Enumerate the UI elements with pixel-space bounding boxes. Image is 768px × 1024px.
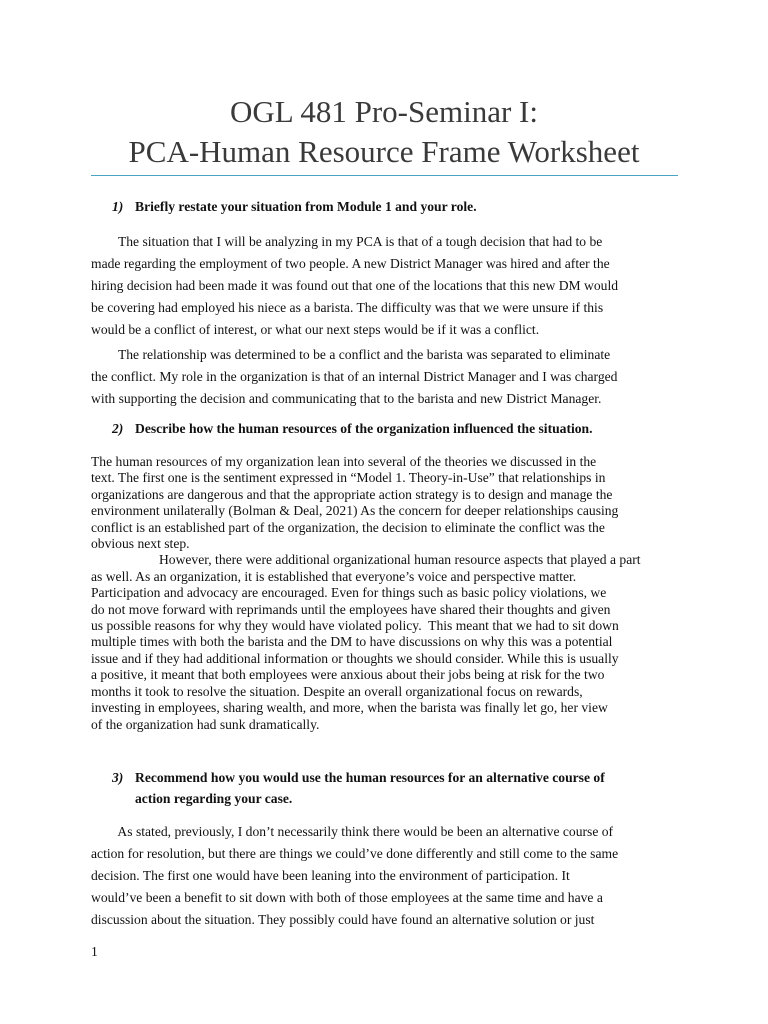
- question-2: [112, 418, 593, 439]
- question-1-number: 1): [112, 199, 124, 214]
- paragraph-line: Participation and advocacy are encouraged. Even for things such as basic policy violations, we: [91, 585, 607, 601]
- paragraph-line: organizations are dangerous and that the appropriate action strategy is to design and manage the: [91, 486, 613, 502]
- paragraph-line: months it took to resolve the situation. Despite an overall organizational focus on rewards,: [91, 683, 583, 699]
- paragraph-line: The situation that I will be analyzing in my PCA is that of a tough decision that had to be: [91, 234, 603, 249]
- paragraph-line: The human resources of my organization lean into several of the theories we discussed in the: [91, 454, 597, 469]
- question-1-text: Briefly restate your situation from Module 1 and your role.: [135, 199, 477, 214]
- paragraph-line: obvious next step.: [91, 536, 190, 552]
- paragraph-line: as well. As an organization, it is established that everyone’s voice and perspective matter.: [91, 568, 577, 584]
- paragraph-line: made regarding the employment of two people. A new District Manager was hired and after the: [91, 256, 610, 271]
- paragraph-line: However, there were additional organizational human resource aspects that played a part: [91, 552, 641, 568]
- title-line-2: PCA-Human Resource Frame Worksheet: [128, 134, 640, 169]
- question-3: [112, 767, 605, 809]
- question-1: [112, 196, 477, 217]
- paragraph-line: text. The first one is the sentiment expressed in “Model 1. Theory-in-Use” that relationships in: [91, 470, 606, 486]
- paragraph-line: of the organization had sunk dramatically.: [91, 716, 320, 732]
- page-number: 1: [91, 944, 98, 959]
- paragraph-line: a positive, it meant that both employees were anxious about their jobs being at risk for the two: [91, 667, 605, 683]
- paragraph-line: us possible reasons for why they would have violated policy. This meant that we had to sit down: [91, 618, 619, 634]
- document-title: [0, 92, 768, 172]
- paragraph-line: hiring decision had been made it was found out that one of the locations that this new DM would: [91, 278, 619, 293]
- question-2-text: Describe how the human resources of the organization influenced the situation.: [135, 421, 593, 436]
- paragraph-line: The relationship was determined to be a conflict and the barista was separated to eliminate: [91, 347, 611, 362]
- paragraph-line: would’ve been a benefit to sit down with both of those employees at the same time and have a: [91, 890, 603, 905]
- paragraph-line: conflict is an established part of the organization, the decision to eliminate the conflict was the: [91, 519, 605, 535]
- answer-1-paragraph-2: [91, 344, 681, 410]
- paragraph-line: action for resolution, but there are things we could’ve done differently and still come to the same: [91, 846, 619, 861]
- title-underline-rule: [91, 175, 678, 176]
- answer-1-paragraph-1: [91, 231, 681, 341]
- paragraph-line: with supporting the decision and communicating that to the barista and new District Manager.: [91, 391, 602, 406]
- answer-2-paragraph: [91, 454, 681, 733]
- paragraph-line: As stated, previously, I don’t necessarily think there would be been an alternative course of: [91, 824, 614, 839]
- paragraph-line: issue and if they had additional information or thoughts we should consider. While this is usually: [91, 650, 619, 666]
- paragraph-line: environment unilaterally (Bolman & Deal, 2021) As the concern for deeper relationships causing: [91, 503, 619, 519]
- paragraph-line: discussion about the situation. They possibly could have found an alternative solution or just: [91, 912, 595, 927]
- paragraph-line: decision. The first one would have been leaning into the environment of participation. It: [91, 868, 570, 883]
- question-3-number: 3): [112, 770, 124, 785]
- paragraph-line: be covering had employed his niece as a barista. The difficulty was that we were unsure if this: [91, 300, 604, 315]
- title-line-1: OGL 481 Pro-Seminar I:: [230, 94, 538, 129]
- question-3-text-line-1: Recommend how you would use the human resources for an alternative course of: [135, 770, 605, 785]
- question-3-text-line-2: action regarding your case.: [135, 791, 293, 806]
- paragraph-line: multiple times with both the barista and the DM to have discussions on why this was a potential: [91, 634, 613, 650]
- paragraph-line: do not move forward with reprimands until the employees have shared their thoughts and given: [91, 601, 611, 617]
- paragraph-line: the conflict. My role in the organization is that of an internal District Manager and I was charged: [91, 369, 618, 384]
- answer-3-paragraph: [91, 821, 681, 931]
- paragraph-line: investing in employees, sharing wealth, and more, when the barista was finally let go, her view: [91, 700, 608, 716]
- paragraph-line: would be a conflict of interest, or what our next steps would be if it was a conflict.: [91, 322, 540, 337]
- question-2-number: 2): [112, 421, 124, 436]
